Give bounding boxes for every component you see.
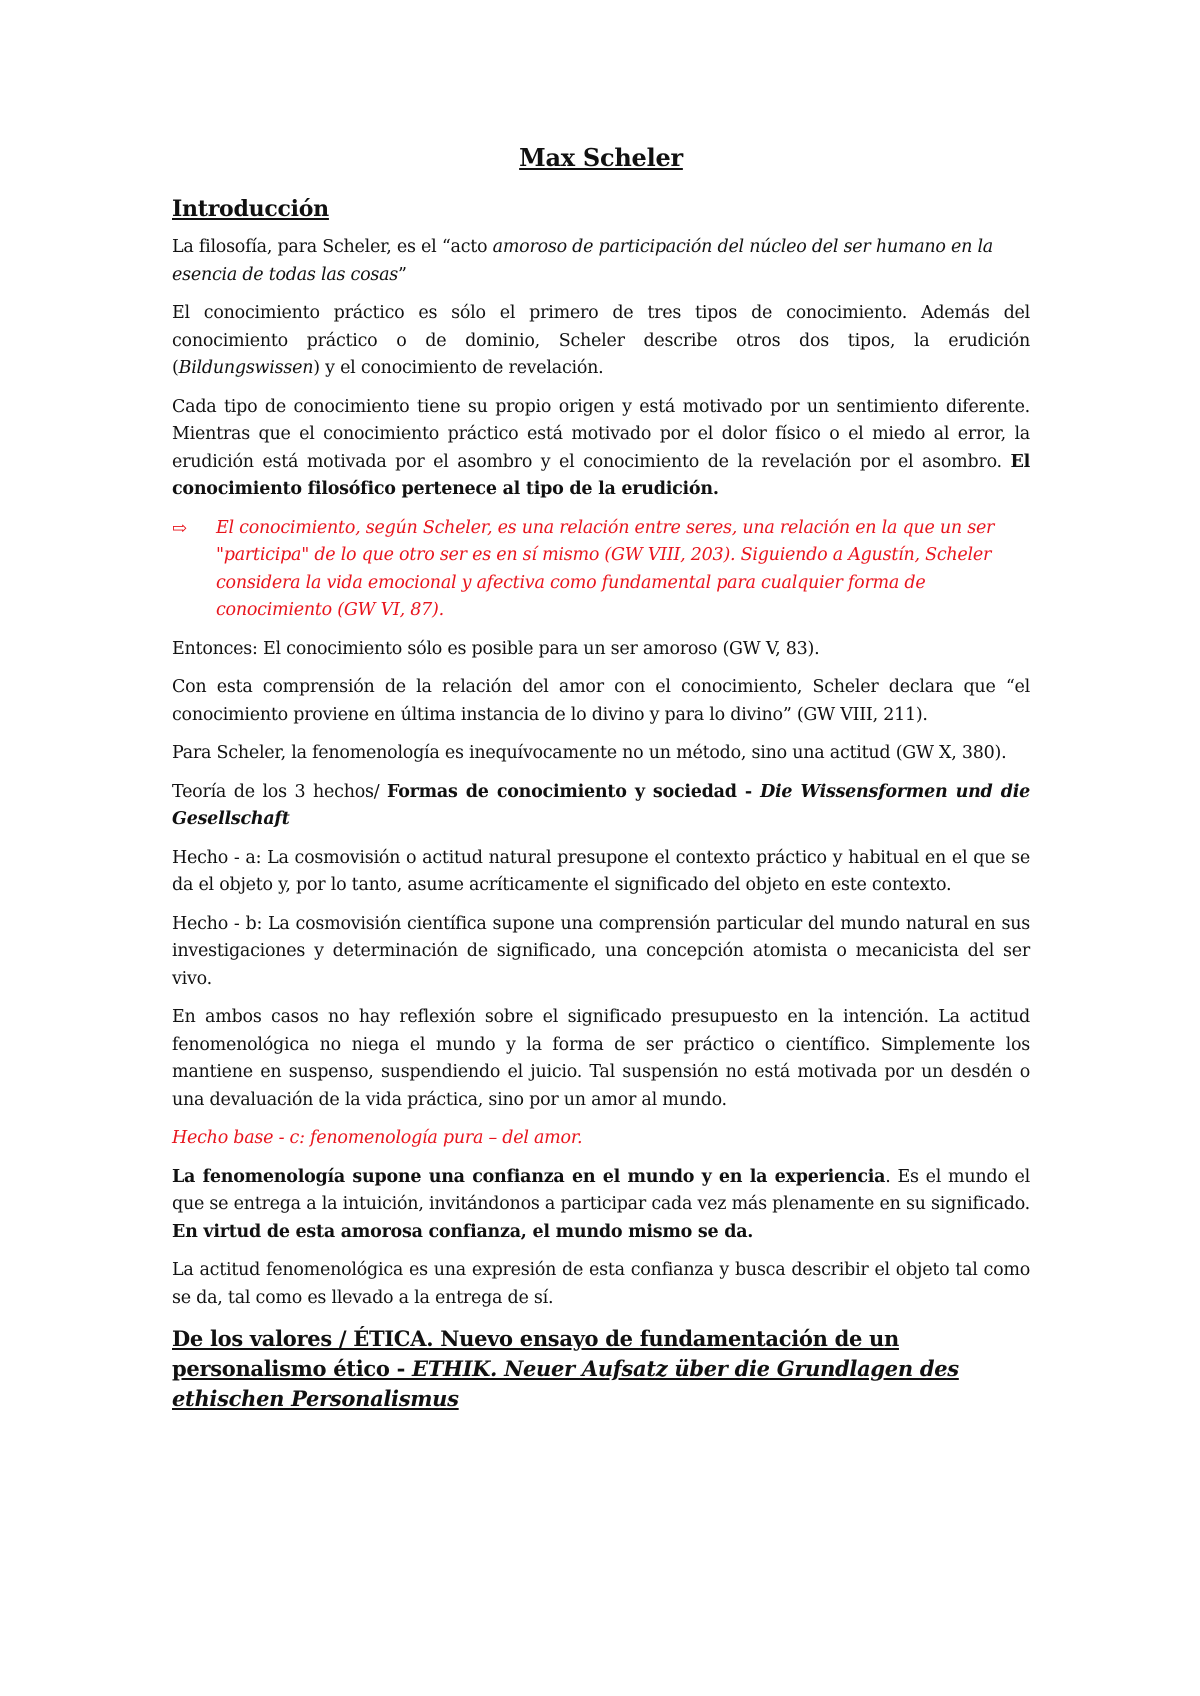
paragraph-ambos-casos: En ambos casos no hay reflexión sobre el significado presupuesto en la intención. La actitud fenomenológica no niega el mundo y la forma de ser práctico o científico. Simplemente los mantiene en suspenso, suspendiendo el juicio. Tal suspensión no está motivada por un desdén o una devaluación de la vida práctica, sino por un amor al mundo.	[172, 1007, 1030, 1110]
paragraph-fenomenologia-actitud: Para Scheler, la fenomenología es inequívocamente no un método, sino una actitud (GW X, 380).	[172, 743, 1007, 763]
text-run: El conocimiento práctico es sólo el primero de tres tipos de conocimiento. Además del conocimiento práctico o de dominio, Scheler describe otros dos tipos, la erudición (	[172, 303, 1030, 378]
bold-run: La fenomenología supone una confianza en el mundo y en la experiencia	[172, 1166, 886, 1187]
text-run: Teoría de los 3 hechos/	[172, 781, 388, 802]
paragraph-tipos-conocimiento	[172, 300, 1030, 383]
bullet-italic: El conocimiento, según Scheler, es una relación entre seres, una relación en la que un ser "participa" de lo que otro ser es en sí mismo (GW VIII, 203). Siguiendo a Agustín, Scheler considera la vida emocional y afectiva como fundamental para cualquier forma de conocimiento (GW VI, 87).	[216, 517, 995, 620]
paragraph-hecho-c	[172, 1125, 1030, 1153]
bold-statement: El conocimiento filosófico pertenece al tipo de la erudición.	[172, 451, 1030, 499]
paragraph-origen	[172, 394, 1030, 504]
paragraph-actitud-expresion: La actitud fenomenológica es una expresión de esta confianza y busca describir el objeto tal como se da, tal como es llevado a la entrega de sí.	[172, 1260, 1030, 1308]
text-run: ) y el conocimiento de revelación.	[313, 358, 604, 378]
text-run: Cada tipo de conocimiento tiene su propio origen y está motivado por un sentimiento diferente. Mientras que el conocimiento práctico está motivado por el dolor físico o el miedo al error, la erudición está motivada por el asombro y el conocimiento de la revelación por el asombro.	[172, 396, 1030, 472]
italic-red: Hecho base - c: fenomenología pura – del amor.	[172, 1128, 583, 1148]
section-heading-introduccion: Introducción	[172, 196, 329, 222]
paragraph-hecho-a: Hecho - a: La cosmovisión o actitud natural presupone el contexto práctico y habitual en el que se da el objeto y, por lo tanto, asume acríticamente el significado del objeto en este contexto.	[172, 847, 1030, 895]
paragraph-hecho-b: Hecho - b: La cosmovisión científica supone una comprensión particular del mundo natural en sus investigaciones y determinación de significado, una concepción atomista o mecanicista del ser vivo.	[172, 913, 1030, 989]
paragraph-entonces: Entonces: El conocimiento sólo es posible para un ser amoroso (GW V, 83).	[172, 638, 820, 659]
bullet-item	[172, 515, 1030, 625]
paragraph-confianza	[172, 1164, 1030, 1247]
document-body	[172, 142, 1030, 1414]
text-run: La filosofía, para Scheler, es el “acto	[172, 237, 493, 257]
bold-italic-title: Die Wissensformen und die Gesellschaft	[172, 781, 1030, 829]
bold-title: Formas de conocimiento y sociedad -	[387, 781, 761, 802]
page-title: Max Scheler	[519, 143, 683, 172]
bullet-text	[216, 515, 1030, 625]
paragraph-filosofia	[172, 234, 1030, 289]
bold-run: En virtud de esta amorosa confianza, el mundo mismo se da.	[172, 1221, 754, 1242]
text-run: . Es el mundo el que se entrega a la intuición, invitándonos a participar cada vez más plenamente en su significado.	[172, 1166, 1030, 1214]
paragraph-comprension: Con esta comprensión de la relación del amor con el conocimiento, Scheler declara que “el conocimiento proviene en última instancia de lo divino y para lo divino” (GW VIII, 211).	[172, 677, 1030, 725]
arrow-right-outline-icon: ⇨	[172, 517, 187, 539]
heading-italic-run: ETHIK. Neuer Aufsatz über die Grundlagen des ethischen Personalismus	[172, 1356, 959, 1411]
heading-run: De los valores / ÉTICA. Nuevo ensayo de fundamentación de un personalismo ético -	[172, 1326, 899, 1381]
section-heading-valores	[172, 1324, 1030, 1414]
italic-term: Bildungswissen	[178, 358, 314, 378]
paragraph-teoria	[172, 779, 1030, 834]
text-run: ”	[398, 264, 407, 285]
italic-quote: amoroso de participación del núcleo del ser humano en la esencia de todas las cosas	[172, 237, 993, 285]
